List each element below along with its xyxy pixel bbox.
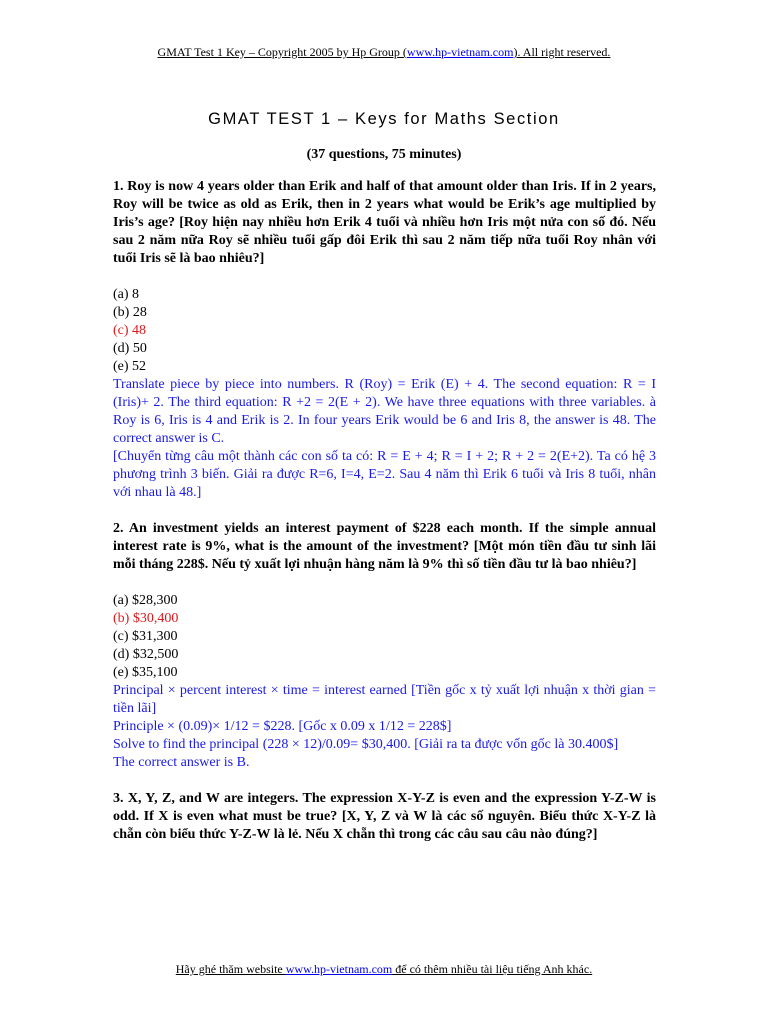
question-2-text: 2. An investment yields an interest payment of $228 each month. If the simple annual interest rate is 9%, what is the amount of the investment? [Một món tiền đầu tư sinh lãi mỗi tháng 228$. Nếu tỷ xuất lợi nhuận hàng năm là 9% thì số tiền đầu tư là bao nhiêu?]	[113, 521, 656, 572]
option-a: (a) $28,300	[113, 593, 178, 608]
question-1	[113, 178, 656, 502]
option-d: (d) $32,500	[113, 647, 179, 662]
header-link[interactable]: www.hp-vietnam.com	[406, 45, 514, 59]
question-1-explanation-en: Translate piece by piece into numbers. R (Roy) = Erik (E) + 4. The second equation: R = I (Iris)+ 2. The third equation: R +2 = 2(E + 2). We have three equations with three variables. à Roy is 6, Iris is 4 and Erik is 2. In four years Erik would be 6 and Iris 8, the answer is 48. The correct answer is C.	[113, 377, 656, 446]
question-2-explanation-solve: Solve to find the principal (228 × 12)/0.09= $30,400. [Giải ra ta được vốn gốc là 30.400$]	[113, 737, 619, 752]
option-b: (b) 28	[113, 305, 147, 320]
page-subtitle: (37 questions, 75 minutes)	[306, 147, 462, 162]
option-b-correct: (b) $30,400	[113, 611, 179, 626]
page-footer	[0, 962, 768, 977]
question-1-options	[113, 286, 656, 376]
question-1-explanation-vi: [Chuyển từng câu một thành các con số ta có: R = E + 4; R = I + 2; R + 2 = 2(E+2). Ta có hệ 3 phương trình 3 biến. Giải ra được R=6, I=4, E=2. Sau 4 năm thì Erik 6 tuổi và Iris 8 tuổi, nhân với nhau là 48.]	[113, 449, 656, 500]
option-d: (d) 50	[113, 341, 147, 356]
question-3	[113, 790, 656, 844]
option-c: (c) $31,300	[113, 629, 178, 644]
option-a: (a) 8	[113, 287, 140, 302]
question-3-text: 3. X, Y, Z, and W are integers. The expression X-Y-Z is even and the expression Y-Z-W is odd. If X is even what must be true? [X, Y, Z và W là các số nguyên. Biểu thức X-Y-Z là chẵn còn biểu thức Y-Z-W là lẻ. Nếu X chẵn thì trong các câu sau câu nào đúng?]	[113, 791, 656, 842]
header-text: GMAT Test 1 Key – Copyright 2005 by Hp Group (	[157, 45, 407, 59]
question-2-explanation-formula: Principal × percent interest × time = interest earned [Tiền gốc x tỷ xuất lợi nhuận x thời gian = tiền lãi]	[113, 683, 656, 716]
question-2-explanation-answer: The correct answer is B.	[113, 755, 250, 770]
question-2-options	[113, 592, 656, 682]
question-1-text: 1. Roy is now 4 years older than Erik and half of that amount older than Iris. If in 2 years, Roy will be twice as old as Erik, then in 2 years what would be Erik’s age multiplied by Iris’s age? [Roy hiện nay nhiều hơn Erik 4 tuổi và nhiều hơn Iris một nửa con số đó. Nếu sau 2 năm nữa Roy sẽ nhiều tuổi gấp đôi Erik thì sau 2 năm tiếp nữa tuổi Roy nhân với tuổi Iris sẽ là bao nhiêu?]	[113, 179, 656, 266]
questions-section	[113, 178, 656, 844]
footer-text-end: để có thêm nhiều tài liệu tiếng Anh khác.	[392, 962, 593, 976]
option-c-correct: (c) 48	[113, 323, 147, 338]
header-text-end: ). All right reserved.	[513, 45, 611, 59]
footer-link[interactable]: www.hp-vietnam.com	[285, 962, 393, 976]
question-2-explanation-equation: Principle × (0.09)× 1/12 = $228. [Gốc x 0.09 x 1/12 = 228$]	[113, 719, 452, 734]
option-e: (e) $35,100	[113, 665, 178, 680]
page-header	[0, 45, 768, 60]
footer-text: Hãy ghé thăm website	[175, 962, 286, 976]
page-title: GMAT TEST 1 – Keys for Maths Section	[208, 110, 560, 128]
question-2	[113, 520, 656, 772]
option-e: (e) 52	[113, 359, 147, 374]
